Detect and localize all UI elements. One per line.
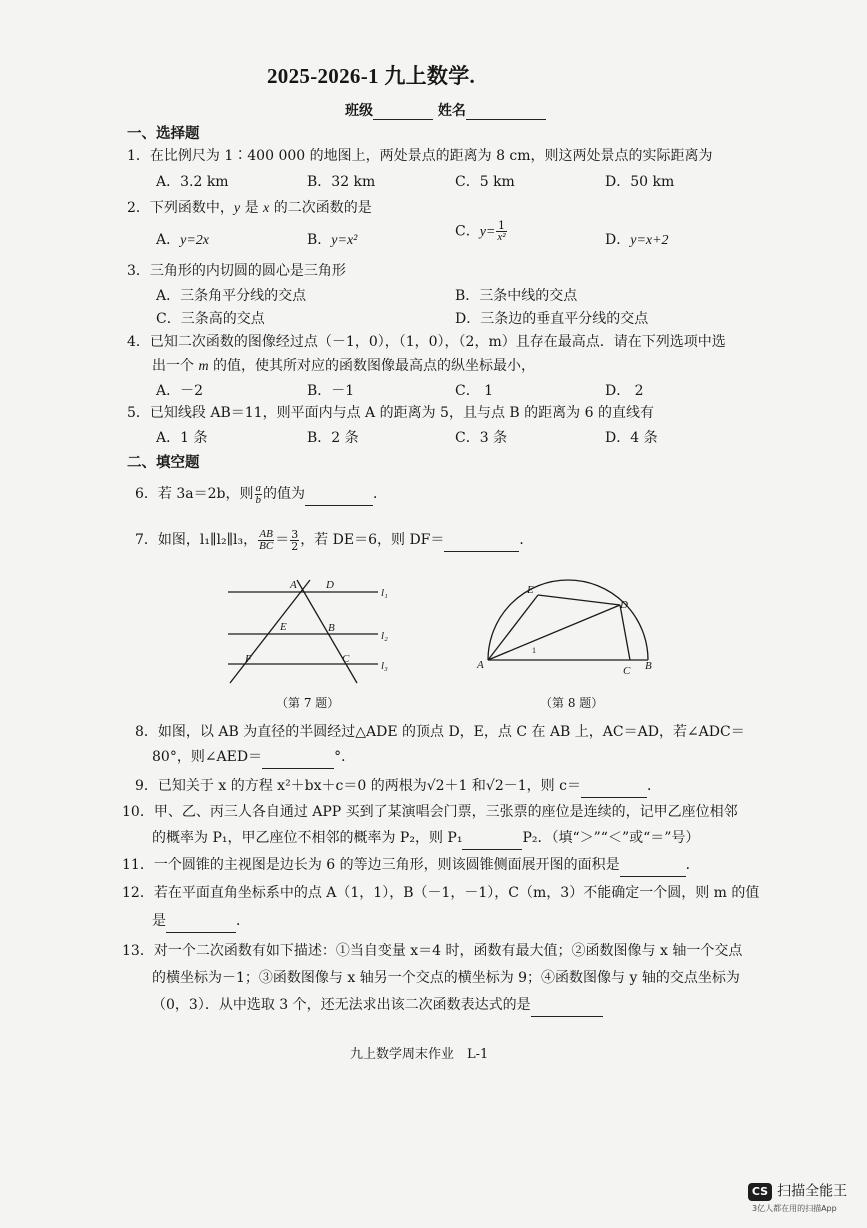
q11-text: 一个圆锥的主视图是边长为 6 的等边三角形，则该圆锥侧面展开图的面积是 — [153, 857, 620, 873]
q2-option-d[interactable] — [605, 229, 669, 249]
figure-8-caption: （第 8 题） — [540, 696, 604, 710]
q1-option-a[interactable]: A．3.2 km — [156, 174, 229, 190]
q5-text: 已知线段 AB＝11，则平面内与点 A 的距离为 5，且与点 B 的距离为 6 的直线有 — [149, 405, 654, 421]
name-blank[interactable] — [466, 119, 546, 120]
q9-text: 已知关于 x 的方程 x²＋bx＋c＝0 的两根为√2＋1 和√2－1，则 c＝ — [157, 778, 581, 794]
q4-line1: 已知二次函数的图像经过点（－1，0），（1，0），（2，m）且存在最高点．请在下列选项中选 — [149, 334, 726, 350]
fig7-label-e: E — [280, 621, 287, 633]
question-6 — [135, 482, 387, 506]
q12-line1: 若在平面直角坐标系中的点 A（1，1），B（－1，－1），C（m，3）不能确定一个圆，则 m 的值 — [153, 885, 760, 901]
q12-line2-text: 是 — [152, 913, 166, 929]
q2-text-pre: 下列函数中， — [149, 200, 234, 216]
q6-answer-blank[interactable] — [305, 489, 373, 506]
q2-c-y: y= — [479, 224, 496, 240]
q6-pre: 若 3a＝2b，则 — [157, 486, 254, 502]
q2-var-y: y — [233, 201, 241, 216]
q8-answer-blank[interactable] — [262, 752, 334, 769]
q7-post: ，若 DE＝6，则 DF＝ — [300, 532, 445, 548]
q9-number: 9． — [135, 778, 158, 794]
fig7-label-b: B — [328, 622, 335, 634]
q12-number: 12． — [122, 885, 154, 901]
question-7 — [135, 528, 533, 552]
q12-answer-blank[interactable] — [166, 916, 236, 933]
q10-line1: 甲、乙、丙三人各自通过 APP 买到了某演唱会门票，三张票的座位是连续的，记甲乙座位相邻 — [153, 804, 738, 820]
question-13 — [122, 939, 742, 963]
q4-option-c[interactable]: C． 1 — [455, 383, 494, 399]
q11-end: ． — [685, 857, 700, 873]
q2-a-value: y=2x — [180, 233, 209, 248]
q8-end: °． — [334, 749, 356, 765]
fig7-label-a: A — [290, 579, 297, 591]
q7-eq: ＝ — [275, 532, 290, 548]
q10-answer-blank[interactable] — [462, 833, 522, 850]
q2-option-c[interactable] — [455, 220, 508, 243]
section-choice-heading: 一、选择题 — [127, 125, 200, 142]
fig7-label-l3: l₃ — [381, 660, 388, 672]
q1-option-b[interactable]: B．32 km — [307, 174, 376, 190]
q3-number: 3． — [127, 263, 150, 279]
figure-7 — [220, 575, 400, 690]
question-3 — [127, 259, 346, 283]
q11-answer-blank[interactable] — [620, 860, 686, 877]
class-label: 班级 — [345, 103, 373, 119]
section-fill-heading: 二、填空题 — [127, 454, 200, 471]
q2-c-fraction — [496, 220, 506, 243]
q3-option-a[interactable]: A．三条角平分线的交点 — [156, 288, 307, 304]
question-4 — [127, 330, 726, 354]
q4-line2 — [152, 354, 535, 379]
q8-number: 8． — [135, 724, 158, 740]
scanner-watermark — [748, 1180, 847, 1201]
fig8-label-d: D — [620, 599, 628, 611]
q5-option-d[interactable]: D．4 条 — [605, 430, 658, 446]
figure-7-caption: （第 7 题） — [276, 696, 340, 710]
q10-line2 — [152, 826, 699, 850]
q3-option-b[interactable]: B．三条中线的交点 — [455, 288, 578, 304]
q13-line2: 的横坐标为－1；③函数图像与 x 轴另一个交点的横坐标为 9；④函数图像与 y 轴的交点坐标为 — [152, 970, 740, 986]
fig8-label-e: E — [527, 584, 534, 596]
q7-denominator: BC — [259, 539, 274, 552]
fig7-label-l2: l₂ — [381, 630, 388, 642]
fig7-transversal-df — [230, 580, 310, 683]
q1-text: 在比例尺为 1∶400 000 的地图上，两处景点的距离为 8 cm，则这两处景点的实际距离为 — [149, 148, 713, 164]
q6-fraction — [255, 483, 263, 506]
fig8-angle-mark: 1 — [532, 646, 536, 655]
q8-line2 — [152, 745, 355, 769]
question-5 — [127, 401, 654, 425]
figure-8 — [470, 575, 660, 685]
q12-line2 — [152, 909, 250, 933]
q1-number: 1． — [127, 148, 150, 164]
q2-option-b[interactable] — [307, 229, 357, 249]
q10-number: 10． — [122, 804, 154, 820]
q4-option-a[interactable]: A．－2 — [156, 383, 204, 399]
question-10 — [122, 800, 738, 824]
q2-b-value: y=x² — [331, 233, 358, 248]
cs-logo-icon: CS — [748, 1183, 772, 1201]
name-label: 姓名 — [437, 103, 466, 119]
question-1 — [127, 144, 713, 168]
question-11 — [122, 853, 700, 877]
q2-text-mid: 是 — [240, 200, 264, 216]
q7-pre: 如图，l₁∥l₂∥l₃， — [157, 532, 258, 548]
q12-end: ． — [236, 913, 250, 929]
fig7-label-d: D — [326, 579, 334, 591]
q7-numerator: AB — [259, 527, 273, 540]
q6-end: ． — [373, 486, 387, 502]
q13-answer-blank[interactable] — [531, 1000, 603, 1017]
q3-option-d[interactable]: D．三条边的垂直平分线的交点 — [455, 311, 649, 327]
q1-option-d[interactable]: D．50 km — [605, 174, 675, 190]
q2-option-a[interactable] — [156, 229, 209, 249]
q13-line1: 对一个二次函数有如下描述：①当自变量 x＝4 时，函数有最大值；②函数图像与 x 轴一个交点 — [153, 943, 743, 959]
q4-option-b[interactable]: B．－1 — [307, 383, 355, 399]
q7-denominator2: 2 — [291, 539, 299, 553]
fig8-label-c: C — [623, 665, 631, 677]
q6-denominator: b — [255, 493, 261, 506]
page-title: 2025-2026-1 九上数学. — [267, 64, 476, 88]
q3-option-c[interactable]: C．三条高的交点 — [156, 311, 265, 327]
q13-line3 — [152, 993, 603, 1017]
q2-b-label: B． — [307, 232, 332, 248]
fig7-label-f: F — [245, 653, 252, 665]
q8-line1: 如图，以 AB 为直径的半圆经过△ADE 的顶点 D，E，点 C 在 AB 上，AC＝AD，若∠ADC＝ — [157, 724, 745, 740]
scanner-brand-name: 扫描全能王 — [777, 1183, 848, 1200]
q6-number: 6． — [135, 486, 158, 502]
q5-number: 5． — [127, 405, 150, 421]
q13-number: 13． — [122, 943, 154, 959]
q10-line2-post: P₂．（填“＞”“＜”或“＝”号） — [522, 830, 700, 846]
q4-line2-post: 的值，使其所对应的函数图像最高点的纵坐标最小， — [208, 358, 536, 374]
q2-var-x: x — [263, 201, 270, 216]
fig8-label-b: B — [645, 660, 652, 672]
q2-a-label: A． — [156, 232, 181, 248]
q2-number: 2． — [127, 200, 150, 216]
q3-text: 三角形的内切圆的圆心是三角形 — [149, 263, 346, 279]
scanner-tagline: 3亿人都在用的扫描App — [752, 1204, 837, 1213]
q9-end: ． — [646, 778, 661, 794]
q4-number: 4． — [127, 334, 150, 350]
q1-option-c[interactable]: C．5 km — [455, 174, 515, 190]
fig8-segment-ed — [538, 595, 620, 605]
q7-answer-blank[interactable] — [444, 535, 519, 552]
q7-fraction-ab-bc — [258, 529, 274, 552]
q5-option-b[interactable]: B．2 条 — [307, 430, 359, 446]
question-2 — [127, 196, 372, 221]
q4-option-d[interactable]: D． 2 — [605, 383, 644, 399]
q7-numerator2: 3 — [291, 527, 299, 541]
question-12 — [122, 881, 759, 905]
q2-c-label: C． — [455, 223, 480, 240]
q2-text-post: 的二次函数的是 — [269, 200, 372, 216]
q7-fraction-3-2 — [290, 529, 299, 552]
fig7-label-c: C — [342, 653, 350, 665]
fig7-transversal-ac — [297, 580, 357, 683]
q4-line2-pre: 出一个 — [152, 358, 199, 374]
q9-answer-blank[interactable] — [581, 781, 647, 798]
fig8-label-a: A — [477, 659, 484, 671]
q10-line2-text: 的概率为 P₁，甲乙座位不相邻的概率为 P₂，则 P₁ — [152, 830, 463, 846]
q2-d-value: y=x+2 — [630, 233, 669, 248]
q8-line2-text: 80°，则∠AED＝ — [152, 749, 263, 765]
question-9 — [135, 774, 661, 798]
q2-d-label: D． — [605, 232, 631, 248]
q7-end: ． — [519, 532, 534, 548]
fig8-segment-dc — [620, 605, 630, 660]
q11-number: 11． — [122, 857, 154, 873]
q7-number: 7． — [135, 532, 158, 548]
class-name-line — [345, 100, 546, 120]
fig7-label-l1: l₁ — [381, 587, 388, 599]
q6-post: 的值为 — [263, 486, 305, 502]
q13-line3-text: （0，3）．从中选取 3 个，还无法求出该二次函数表达式的是 — [152, 997, 531, 1013]
question-8 — [135, 720, 745, 744]
fig8-segment-ad — [488, 605, 620, 660]
page-footer: 九上数学周末作业 L-1 — [350, 1047, 489, 1062]
q2-c-numerator: 1 — [497, 219, 505, 232]
q6-numerator: a — [255, 481, 261, 494]
q5-option-a[interactable]: A．1 条 — [156, 430, 208, 446]
q4-var-m: m — [198, 359, 209, 374]
q2-c-denominator: x² — [497, 231, 506, 243]
q5-option-c[interactable]: C．3 条 — [455, 430, 508, 446]
class-blank[interactable] — [373, 119, 433, 120]
fig8-semicircle — [488, 580, 648, 660]
